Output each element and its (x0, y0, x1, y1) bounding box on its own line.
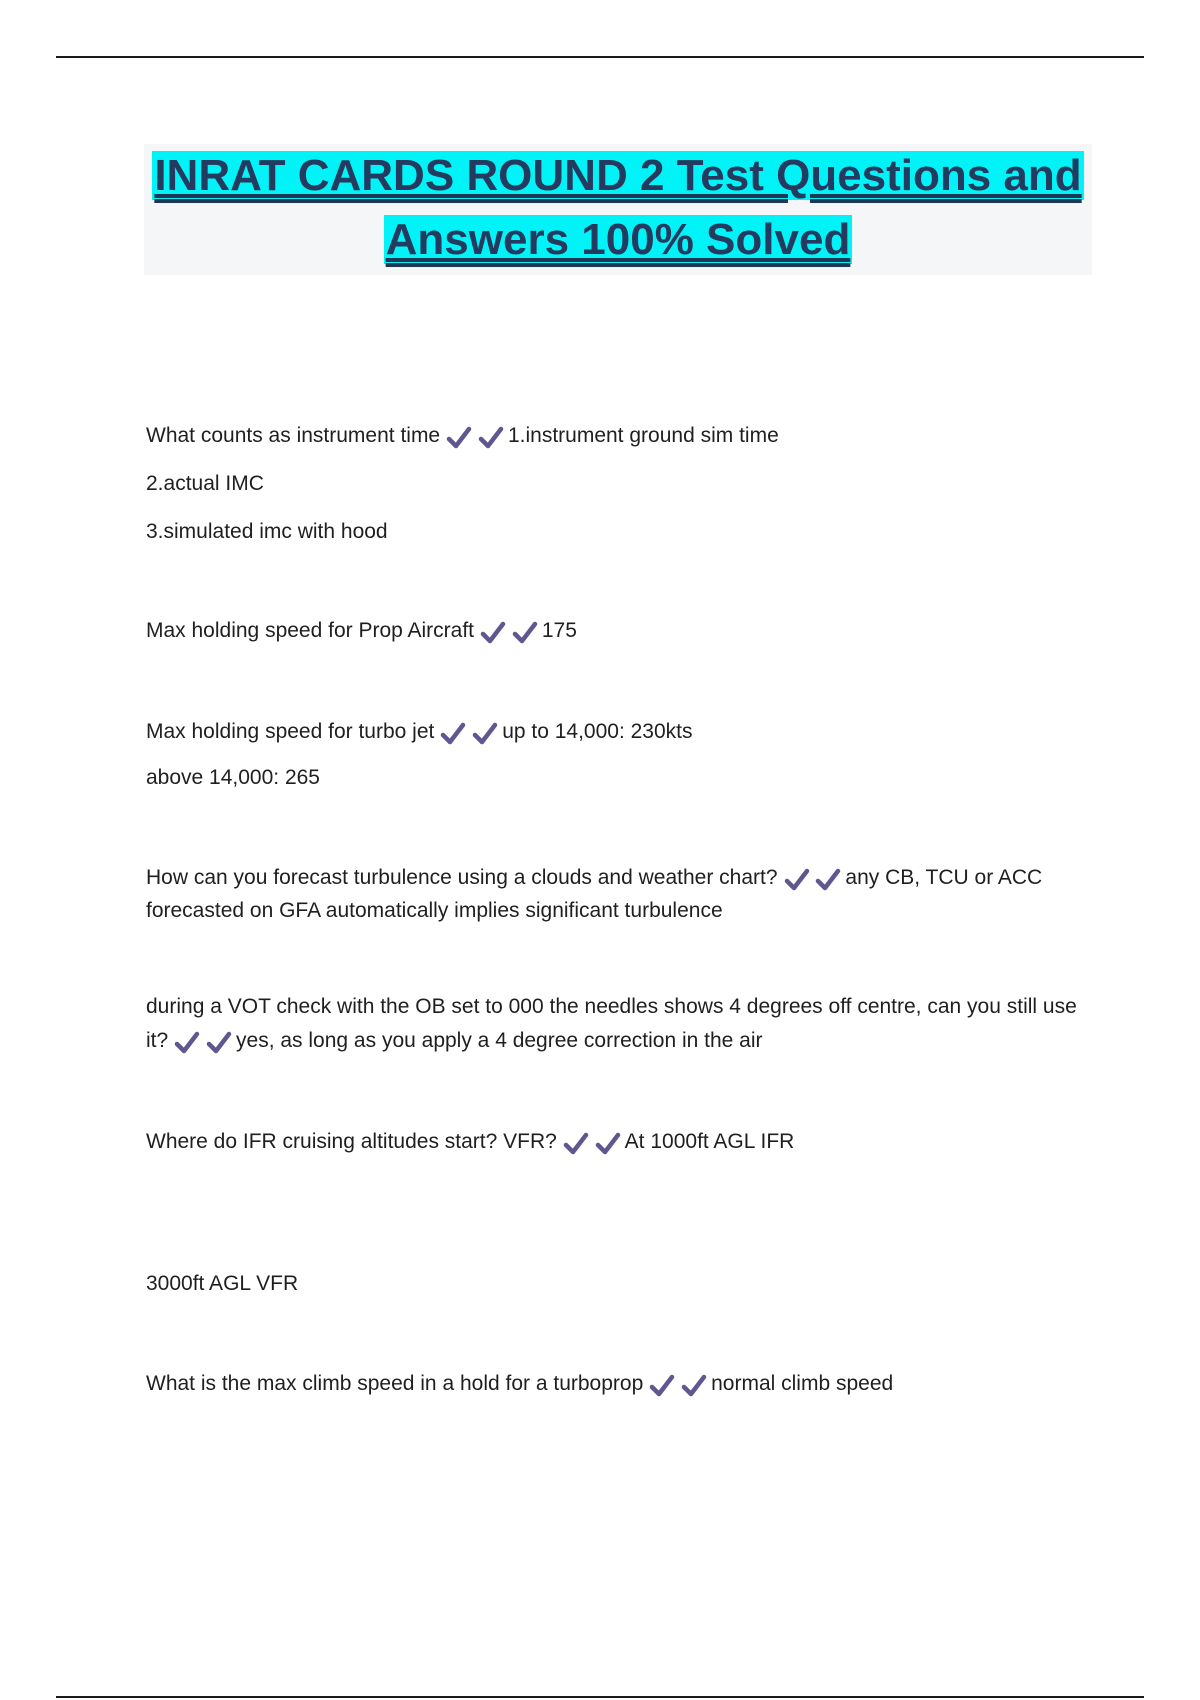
qa-item-4 (146, 862, 1091, 926)
title-block (144, 144, 1092, 275)
qa-item-3 (146, 716, 1091, 749)
qa-item-2 (146, 615, 1091, 648)
double-check-icon (440, 718, 498, 749)
question-text: Max holding speed for turbo jet (146, 720, 435, 743)
answer-text: yes, as long as you apply a 4 degree correction in the air (236, 1029, 763, 1052)
qa-item-1 (146, 420, 1091, 453)
answer-line: 3.simulated imc with hood (146, 520, 388, 543)
answer-text: up to 14,000: 230kts (502, 720, 693, 743)
page-title (144, 144, 1092, 272)
top-rule (56, 56, 1144, 58)
answer-text: At 1000ft AGL IFR (624, 1130, 795, 1153)
question-text: during a VOT check with the OB set to 000 the needles shows 4 degrees off centre, can you still use it? (146, 995, 1077, 1052)
double-check-icon (649, 1370, 707, 1401)
double-check-icon (563, 1128, 621, 1159)
double-check-icon (480, 617, 538, 648)
title-line-1: INRAT CARDS ROUND 2 Test Questions and (154, 151, 1082, 200)
answer-line: above 14,000: 265 (146, 766, 320, 789)
double-check-icon (446, 422, 504, 453)
title-line-2: Answers 100% Solved (385, 215, 851, 264)
qa-item-7 (146, 1368, 1091, 1401)
question-text: How can you forecast turbulence using a clouds and weather chart? (146, 866, 778, 889)
answer-line: 2.actual IMC (146, 472, 264, 495)
answer-text: normal climb speed (711, 1372, 894, 1395)
qa-item-5 (146, 990, 1091, 1060)
answer-text: any CB, TCU or ACC forecasted on GFA automatically implies significant turbulence (146, 866, 1043, 922)
question-text: Where do IFR cruising altitudes start? VFR? (146, 1130, 557, 1153)
question-text: What is the max climb speed in a hold for a turboprop (146, 1372, 644, 1395)
qa-item-6 (146, 1126, 1091, 1159)
question-text: What counts as instrument time (146, 424, 441, 447)
question-text: Max holding speed for Prop Aircraft (146, 619, 475, 642)
double-check-icon (174, 1026, 232, 1060)
answer-line: 3000ft AGL VFR (146, 1272, 299, 1295)
bottom-rule (56, 1696, 1144, 1698)
answer-text: 1.instrument ground sim time (507, 424, 779, 447)
double-check-icon (784, 864, 842, 895)
answer-text: 175 (541, 619, 577, 642)
